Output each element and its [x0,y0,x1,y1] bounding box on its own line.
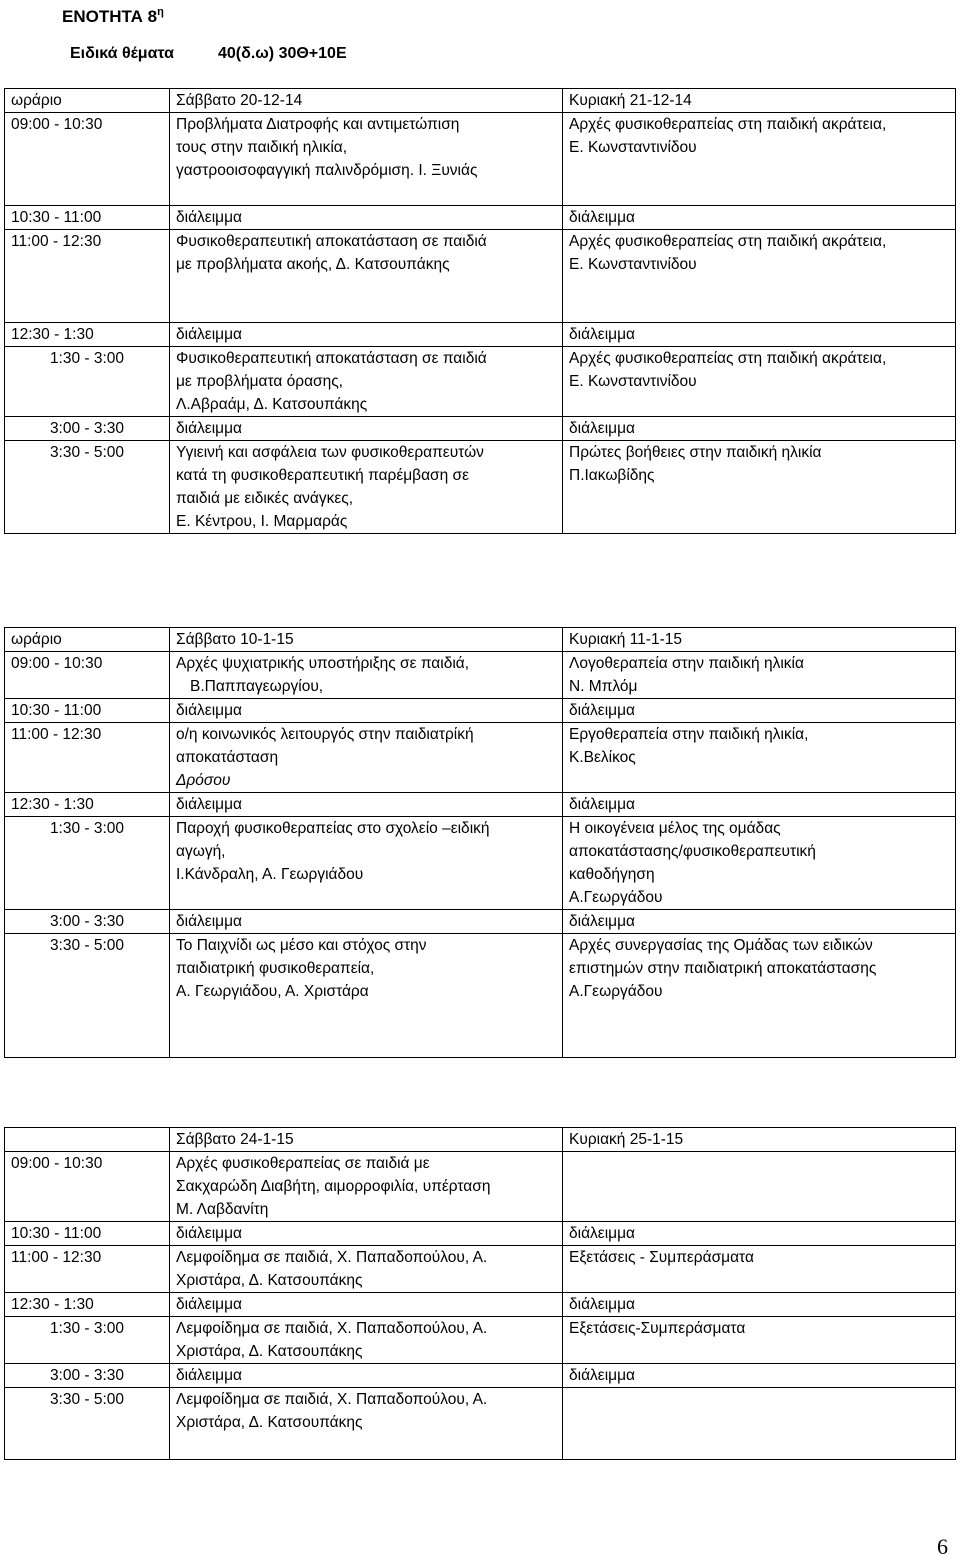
cell-line: Ε. Κωνσταντινίδου [569,256,697,273]
cell-line: Α.Γεωργάδου [569,889,663,906]
table-row [5,1246,956,1293]
saturday-cell: διάλειμμα [170,793,563,817]
cell-line: Β.Παππαγεωργίου, [190,678,324,695]
time-cell: 10:30 - 11:00 [5,1222,170,1246]
sunday-cell: διάλειμμα [563,699,956,723]
cell-line: γαστροοισοφαγγική παλινδρόμιση. Ι. Ξυνιάς [176,162,478,179]
cell-line: Χριστάρα, Δ. Κατσουπάκης [176,1272,363,1289]
cell-line: Υγιεινή και ασφάλεια των φυσικοθεραπευτών [176,444,484,461]
cell-line: Η οικογένεια μέλος της ομάδας [569,820,781,837]
saturday-cell [170,1388,563,1460]
cell-line: Αρχές φυσικοθεραπείας στη παιδική ακράτεια, [569,116,887,133]
time-cell: 09:00 - 10:30 [5,1152,170,1222]
saturday-cell: διάλειμμα [170,1293,563,1317]
sunday-cell [563,723,956,793]
table-row [5,230,956,323]
saturday-cell: διάλειμμα [170,206,563,230]
sunday-cell: διάλειμμα [563,910,956,934]
time-cell: 11:00 - 12:30 [5,230,170,323]
schedule-table-1 [4,88,956,534]
cell-line: Λ.Αβραάμ, Δ. Κατσουπάκης [176,396,368,413]
time-cell: 09:00 - 10:30 [5,652,170,699]
table-header-row [5,628,956,652]
sunday-cell: Εξετάσεις-Συμπεράσματα [563,1317,956,1364]
saturday-cell [170,652,563,699]
time-cell: 3:30 - 5:00 [5,441,170,534]
cell-line: παιδιά με ειδικές ανάγκες, [176,490,354,507]
cell-line: Ε. Κωνσταντινίδου [569,139,697,156]
table-row [5,910,956,934]
sunday-cell [563,934,956,1058]
table-row [5,417,956,441]
cell-line: Αρχές ψυχιατρικής υποστήριξης σε παιδιά, [176,655,470,672]
cell-line: Ε. Κωνσταντινίδου [569,373,697,390]
cell-line: Α. Γεωργιάδου, Α. Χριστάρα [176,983,369,1000]
cell-line: Χριστάρα, Δ. Κατσουπάκης [176,1343,363,1360]
time-cell: 3:00 - 3:30 [5,417,170,441]
cell-line: αποκατάσταση [176,749,279,766]
cell-line: Πρώτες βοήθειες στην παιδική ηλικία [569,444,822,461]
saturday-cell: διάλειμμα [170,1364,563,1388]
table-header-row [5,89,956,113]
cell-line: Μ. Λαβδανίτη [176,1201,269,1218]
header-cell-sunday: Κυριακή 11-1-15 [563,628,956,652]
table-row [5,652,956,699]
saturday-cell: διάλειμμα [170,699,563,723]
table-row [5,793,956,817]
cell-line: Αρχές συνεργασίας της Ομάδας των ειδικών [569,937,873,954]
table-row [5,1317,956,1364]
cell-line: Φυσικοθεραπευτική αποκατάσταση σε παιδιά [176,350,487,367]
table-row [5,817,956,910]
table-header-row [5,1128,956,1152]
time-cell: 11:00 - 12:30 [5,723,170,793]
cell-line: Λογοθεραπεία στην παιδική ηλικία [569,655,804,672]
cell-line: Ι.Κάνδραλη, Α. Γεωργιάδου [176,866,364,883]
sunday-cell: Εξετάσεις - Συμπεράσματα [563,1246,956,1293]
unit-title [62,2,164,27]
cell-line: Δρόσου [176,772,231,789]
time-cell: 12:30 - 1:30 [5,793,170,817]
cell-line: Αρχές φυσικοθεραπείας σε παιδιά με [176,1155,430,1172]
sunday-cell: διάλειμμα [563,1364,956,1388]
time-cell: 12:30 - 1:30 [5,1293,170,1317]
cell-line: Αρχές φυσικοθεραπείας στη παιδική ακράτεια, [569,350,887,367]
schedule-table-2 [4,627,956,1058]
table-row [5,1152,956,1222]
cell-line: Ε. Κέντρου, Ι. Μαρμαράς [176,513,348,530]
saturday-cell: διάλειμμα [170,323,563,347]
sunday-cell [563,652,956,699]
saturday-cell [170,1317,563,1364]
sunday-cell: διάλειμμα [563,793,956,817]
sunday-cell: διάλειμμα [563,417,956,441]
cell-line: Λεμφοίδημα σε παιδιά, Χ. Παπαδοπούλου, Α. [176,1249,488,1266]
time-cell: 3:30 - 5:00 [5,934,170,1058]
cell-line: ο/η κοινωνικός λειτουργός στην παιδιατρίκή [176,726,474,743]
cell-line: καθοδήγηση [569,866,655,883]
cell-line: Α.Γεωργάδου [569,983,663,1000]
time-cell: 12:30 - 1:30 [5,323,170,347]
sunday-cell [563,1388,956,1460]
saturday-cell [170,230,563,323]
header-cell-saturday: Σάββατο 10-1-15 [170,628,563,652]
page-number: 6 [937,1534,948,1559]
time-cell: 11:00 - 12:30 [5,1246,170,1293]
saturday-cell: διάλειμμα [170,1222,563,1246]
table-row [5,323,956,347]
table-row [5,206,956,230]
cell-line: αποκατάστασης/φυσικοθεραπευτική [569,843,816,860]
cell-line: Λεμφοίδημα σε παιδιά, Χ. Παπαδοπούλου, Α. [176,1320,488,1337]
time-cell: 1:30 - 3:00 [5,347,170,417]
saturday-cell [170,1246,563,1293]
saturday-cell [170,817,563,910]
cell-line: επιστημών στην παιδιατρική αποκατάστασης [569,960,877,977]
table-row [5,1364,956,1388]
time-cell: 10:30 - 11:00 [5,699,170,723]
sunday-cell [563,817,956,910]
saturday-cell [170,347,563,417]
saturday-cell [170,1152,563,1222]
table-row [5,934,956,1058]
header-cell-time: ωράριο [5,628,170,652]
time-cell: 1:30 - 3:00 [5,1317,170,1364]
saturday-cell [170,934,563,1058]
cell-line: αγωγή, [176,843,226,860]
cell-line: με προβλήματα ακοής, Δ. Κατσουπάκης [176,256,450,273]
unit-title-sup: η [157,6,164,18]
cell-line: Παροχή φυσικοθεραπείας στο σχολείο –ειδική [176,820,490,837]
sunday-cell [563,441,956,534]
table-row [5,113,956,206]
header-cell-sunday: Κυριακή 21-12-14 [563,89,956,113]
sunday-cell [563,230,956,323]
cell-line: Εργοθεραπεία στην παιδική ηλικία, [569,726,809,743]
saturday-cell [170,723,563,793]
cell-line: Αρχές φυσικοθεραπείας στη παιδική ακράτεια, [569,233,887,250]
saturday-cell: διάλειμμα [170,417,563,441]
table-row [5,699,956,723]
time-cell: 3:30 - 5:00 [5,1388,170,1460]
sunday-cell [563,347,956,417]
cell-line: Ν. Μπλόμ [569,678,638,695]
schedule-table-3 [4,1127,956,1460]
sunday-cell: διάλειμμα [563,323,956,347]
sunday-cell: διάλειμμα [563,206,956,230]
cell-line: τους στην παιδική ηλικία, [176,139,348,156]
saturday-cell [170,441,563,534]
cell-line: Κ.Βελίκος [569,749,636,766]
header-cell-saturday: Σάββατο 24-1-15 [170,1128,563,1152]
cell-line: Σακχαρώδη Διαβήτη, αιμορροφιλία, υπέρταση [176,1178,491,1195]
table-row [5,347,956,417]
cell-line: Χριστάρα, Δ. Κατσουπάκης [176,1414,363,1431]
cell-line: με προβλήματα όρασης, [176,373,343,390]
table-row [5,441,956,534]
cell-line: κατά τη φυσικοθεραπευτική παρέμβαση σε [176,467,470,484]
cell-line: Το Παιχνίδι ως μέσο και στόχος στην [176,937,427,954]
header-cell-time [5,1128,170,1152]
hours-label: 40(δ.ω) 30Θ+10Ε [218,45,347,62]
table-row [5,1293,956,1317]
saturday-cell: διάλειμμα [170,910,563,934]
header-cell-saturday: Σάββατο 20-12-14 [170,89,563,113]
time-cell: 1:30 - 3:00 [5,817,170,910]
sunday-cell: διάλειμμα [563,1222,956,1246]
sunday-cell [563,1152,956,1222]
table-row [5,723,956,793]
unit-title-text: ΕΝΟΤΗΤΑ 8 [62,7,158,26]
time-cell: 09:00 - 10:30 [5,113,170,206]
saturday-cell [170,113,563,206]
time-cell: 3:00 - 3:30 [5,910,170,934]
cell-line: παιδιατρική φυσικοθεραπεία, [176,960,375,977]
header-cell-time: ωράριο [5,89,170,113]
cell-line: Λεμφοίδημα σε παιδιά, Χ. Παπαδοπούλου, Α. [176,1391,488,1408]
table-row [5,1222,956,1246]
sunday-cell [563,113,956,206]
cell-line: Προβλήματα Διατροφής και αντιμετώπιση [176,116,460,133]
cell-line: Π.Ιακωβίδης [569,467,655,484]
cell-line: Φυσικοθεραπευτική αποκατάσταση σε παιδιά [176,233,487,250]
header-cell-sunday: Κυριακή 25-1-15 [563,1128,956,1152]
special-topics-label: Ειδικά θέματα [70,45,174,62]
sunday-cell: διάλειμμα [563,1293,956,1317]
time-cell: 10:30 - 11:00 [5,206,170,230]
time-cell: 3:00 - 3:30 [5,1364,170,1388]
table-row [5,1388,956,1460]
